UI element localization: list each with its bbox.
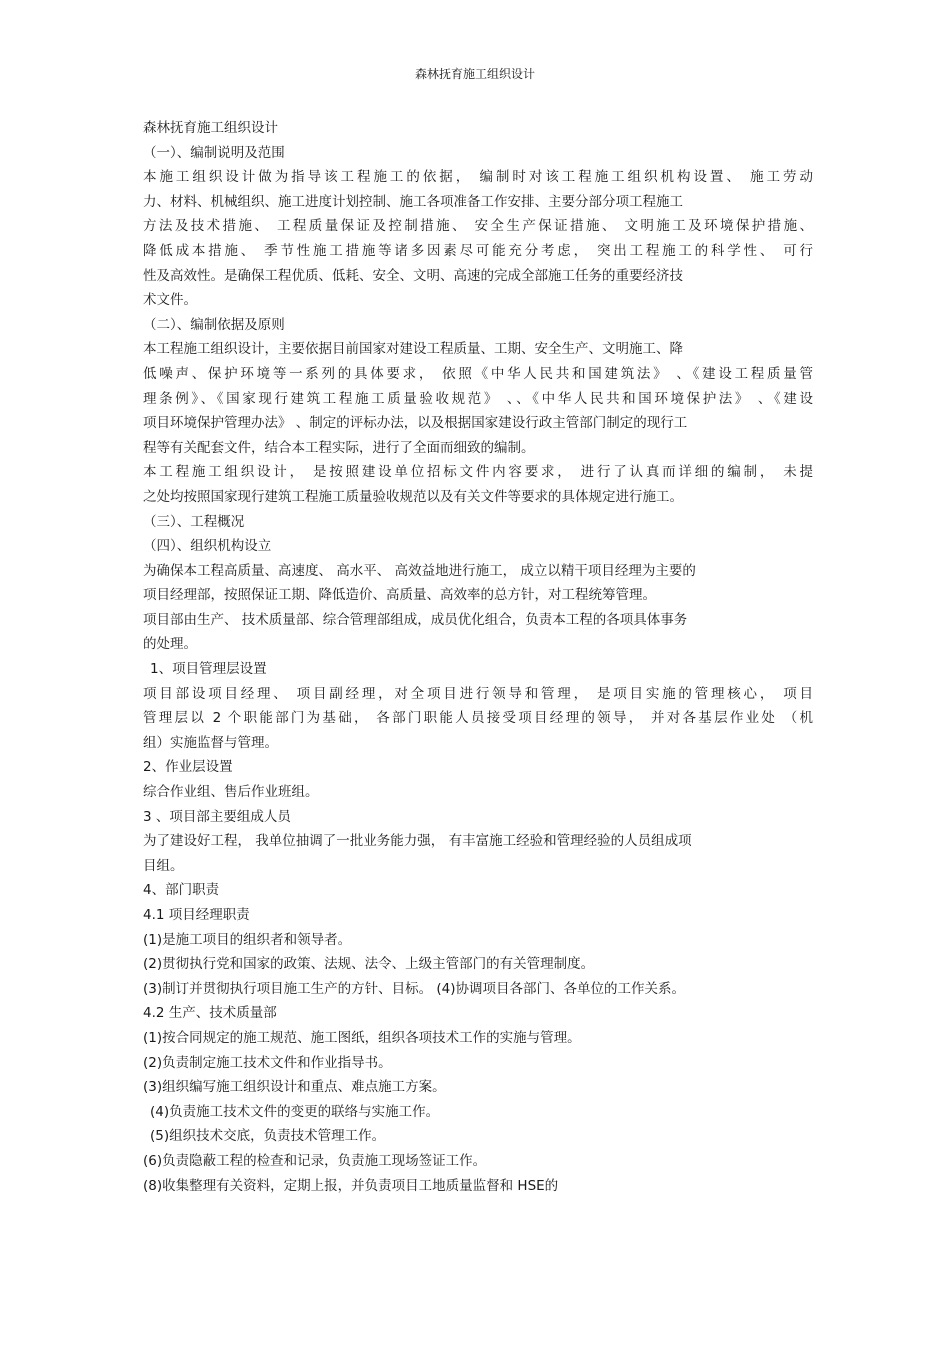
- text-line: 为确保本工程高质量、高速度、 高水平、 高效益地进行施工， 成立以精干项目经理为主要的: [143, 562, 696, 579]
- text-line: （一）、编制说明及范围: [143, 144, 285, 161]
- text-line: 本工程施工组织设计， 是按照建设单位招标文件内容要求， 进行了认真而详细的编制， 未提: [143, 464, 813, 481]
- text-line: (8)收集整理有关资料，定期上报，并负责项目工地质量监督和 HSE的: [143, 1177, 559, 1194]
- text-line: 降低成本措施、 季节性施工措施等诸多因素尽可能充分考虑， 突出工程施工的科学性、 可行: [143, 242, 813, 259]
- text-line: 程等有关配套文件，结合本工程实际，进行了全面而细致的编制。: [143, 439, 535, 456]
- text-line: 4.2 生产、技术质量部: [143, 1005, 277, 1022]
- text-line: 项目环境保护管理办法》 、制定的评标办法，以及根据国家建设行政主管部门制定的现行工: [143, 415, 688, 432]
- text-line: 本工程施工组织设计，主要依据目前国家对建设工程质量、工期、安全生产、文明施工、降: [143, 341, 683, 358]
- text-line: (6)负责隐蔽工程的检查和记录，负责施工现场签证工作。: [143, 1152, 487, 1169]
- text-line: 组）实施监督与管理。: [143, 734, 278, 751]
- text-line: (4)负责施工技术文件的变更的联络与实施工作。: [150, 1103, 440, 1120]
- text-line: (3)组织编写施工组织设计和重点、难点施工方案。: [143, 1079, 446, 1096]
- text-line: (5)组织技术交底，负责技术管理工作。: [150, 1128, 386, 1145]
- text-line: （二）、编制依据及原则: [143, 316, 285, 333]
- page-header-title: 森林抚育施工组织设计: [414, 67, 535, 81]
- text-line: 本施工组织设计做为指导该工程施工的依据， 编制时对该工程施工组织机构设置、 施工劳动: [143, 169, 813, 186]
- text-line: 项目部由生产、 技术质量部、综合管理部组成，成员优化组合，负责本工程的各项具体事务: [143, 611, 688, 628]
- text-line: 森林抚育施工组织设计: [143, 120, 278, 136]
- text-line: 为了建设好工程， 我单位抽调了一批业务能力强， 有丰富施工经验和管理经验的人员组成项: [143, 833, 692, 850]
- text-line: 术文件。: [143, 292, 197, 309]
- text-line: 理条例》、《国家现行建筑工程施工质量验收规范》 、、《中华人民共和国环境保护法》 、《建设: [143, 390, 813, 407]
- text-line: (2)贯彻执行党和国家的政策、法规、法令、上级主管部门的有关管理制度。: [143, 956, 595, 973]
- text-line: (1)是施工项目的组织者和领导者。: [143, 931, 352, 948]
- text-line: 低噪声、保护环境等一系列的具体要求， 依照《中华人民共和国建筑法》 、《建设工程质量管: [143, 365, 813, 382]
- text-line: 管理层以 2 个职能部门为基础， 各部门职能人员接受项目经理的领导， 并对各基层作业处 （机: [143, 710, 813, 727]
- text-line: （四）、组织机构设立: [143, 538, 272, 555]
- text-line: 之处均按照国家现行建筑工程施工质量验收规范以及有关文件等要求的具体规定进行施工。: [143, 488, 683, 505]
- text-line: 方法及技术措施、 工程质量保证及控制措施、 安全生产保证措施、 文明施工及环境保护措施、: [143, 218, 813, 235]
- document-body: [143, 116, 813, 1198]
- text-line: 的处理。: [143, 636, 197, 653]
- text-line: 目组。: [143, 857, 184, 874]
- text-line: 综合作业组、售后作业班组。: [143, 784, 319, 801]
- text-line: (3)制订并贯彻执行项目施工生产的方针、目标。 (4)协调项目各部门、各单位的工作关系。: [143, 980, 686, 997]
- text-line: (1)按合同规定的施工规范、施工图纸，组织各项技术工作的实施与管理。: [143, 1029, 581, 1046]
- text-line: 项目部设项目经理、 项目副经理，对全项目进行领导和管理， 是项目实施的管理核心， 项目: [143, 685, 813, 702]
- text-line: 4.1 项目经理职责: [143, 907, 250, 923]
- text-line: 项目经理部，按照保证工期、降低造价、高质量、高效率的总方针，对工程统筹管理。: [143, 587, 656, 604]
- text-line: （三）、工程概况: [143, 513, 245, 530]
- text-line: 性及高效性。是确保工程优质、低耗、安全、文明、高速的完成全部施工任务的重要经济技: [143, 267, 683, 284]
- text-line: 4、部门职责: [143, 882, 220, 899]
- text-line: 力、材料、机械组织、施工进度计划控制、施工各项准备工作安排、主要分部分项工程施工: [143, 193, 683, 210]
- text-line: 3 、项目部主要组成人员: [143, 808, 291, 825]
- text-line: 2、作业层设置: [143, 759, 233, 776]
- text-line: (2)负责制定施工技术文件和作业指导书。: [143, 1054, 392, 1071]
- text-line: 1、项目管理层设置: [150, 661, 267, 678]
